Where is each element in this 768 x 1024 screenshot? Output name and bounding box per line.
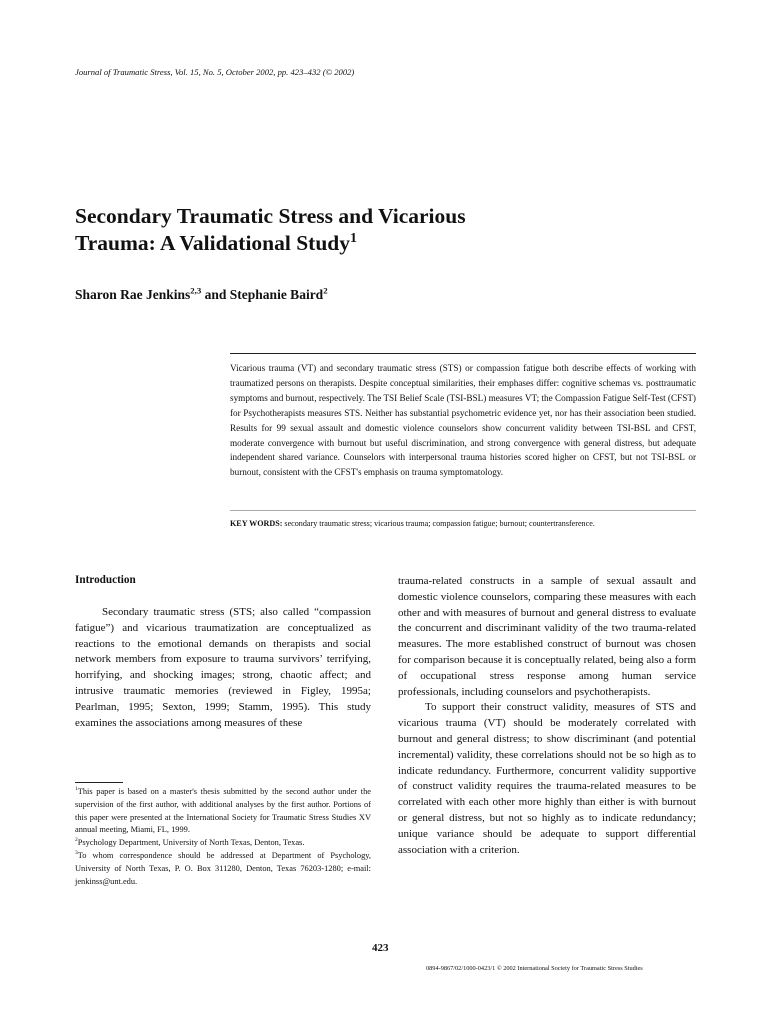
footnote-rule <box>75 782 123 783</box>
abstract: Vicarious trauma (VT) and secondary traumatic stress (STS) or compassion fatigue both describe effects of working with traumatized persons on therapists. Despite conceptual similarities, their emphases differ: cognitive schemas vs. posttraumatic symptoms and burnout, respectively. The TSI Belief Scale (TSI-BSL) measures VT; the Compassion Fatigue Self-Test (CFST) for Psychotherapists measures STS. Neither has substantial psychometric evidence yet, nor has their association been studied. Results for 99 sexual assault and domestic violence counselors show concurrent validity between TSI-BSL and CFST, moderate convergence with burnout but useful discrimination, and strong convergence with general distress, but adequate independent shared variance. Counselors with interpersonal trauma histories scored higher on CFST, but not TSI-BSL or burnout, consistent with the CFST's emphasis on trauma symptomatology. <box>230 363 696 478</box>
footnote-3 <box>75 850 371 888</box>
footnote-1-text: This paper is based on a master's thesis submitted by the second author under the supervision of the first author, with additional analyses by the first author. Portions of this paper were presented at the International Society for Traumatic Stress Studies XV annual meeting, Miami, FL, 1999. <box>75 787 371 835</box>
title-line-1: Secondary Traumatic Stress and Vicarious <box>75 204 466 228</box>
author-1: Sharon Rae Jenkins <box>75 287 191 302</box>
body-right-column <box>398 574 696 858</box>
journal-citation: Journal of Traumatic Stress, Vol. 15, No. 5, October 2002, pp. 423–432 (© 2002) <box>75 67 355 77</box>
right-paragraph-1: trauma-related constructs in a sample of sexual assault and domestic violence counselors, comparing these measures with each other and with measures of burnout and general distress to evaluate the concurrent and discriminant validity of the two trauma-related measures. The more established construct of burnout was chosen for comparison because it is conceptually related, being also a form of occupational stress response among human service professionals, including counselors and psychotherapists. <box>398 575 696 698</box>
footnote-2-text: Psychology Department, University of North Texas, Denton, Texas. <box>77 838 305 848</box>
keywords <box>230 517 696 531</box>
author-conjunction: and <box>201 287 230 302</box>
copyright-line: 0894-9867/02/1000-0423/1 © 2002 International Society for Traumatic Stress Studies <box>426 965 643 972</box>
page-number: 423 <box>372 942 389 954</box>
title-line-2-text: Trauma: A Validational Study <box>75 231 351 255</box>
author-list <box>75 287 328 303</box>
footnote-2-mark: 2 <box>75 837 78 844</box>
right-paragraph-2: To support their construct validity, measures of STS and vicarious trauma (VT) should be moderately correlated with burnout and general distress; to show discriminant (and potential incremental) validity, these correlations should not be so high as to indicate redundancy. Furthermore, concurrent validity supportive of construct validity requires the trauma-related measures to be correlated with each other more highly than either is with burnout or general distress, but not so highly as to indicate redundancy; unique variance should be adequate to support differential association with a criterion. <box>398 701 696 856</box>
abstract-top-rule <box>230 353 696 354</box>
author-2: Stephanie Baird <box>229 287 324 302</box>
author-2-affiliation-mark: 2 <box>323 285 328 296</box>
footnote-3-text: To whom correspondence should be addressed at Department of Psychology, University of North Texas, P. O. Box 311280, Denton, Texas 76203-1280; e-mail: jenkinss@unt.edu. <box>75 850 371 886</box>
footnotes <box>75 786 371 888</box>
footnote-3-mark: 3 <box>75 850 78 857</box>
section-heading-introduction: Introduction <box>75 574 136 586</box>
footnote-1-mark: 1 <box>75 786 78 793</box>
footnote-1 <box>75 786 371 837</box>
body-left-column: Secondary traumatic stress (STS; also called “compassion fatigue”) and vicarious traumatization are conceptualized as reactions to the emotional demands on therapists and social network members from exposure to trauma survivors’ terrifying, horrifying, and shocking images; strong, chaotic affect; and intrusive traumatic memories (reviewed in Figley, 1995a; Pearlman, 1995; Sexton, 1999; Stamm, 1995). This study examines the associations among measures of these <box>75 606 371 729</box>
author-1-affiliation-mark: 2,3 <box>190 285 202 296</box>
keywords-label: KEY WORDS: <box>230 519 283 528</box>
title-footnote-mark: 1 <box>350 230 357 246</box>
keywords-list: secondary traumatic stress; vicarious trauma; compassion fatigue; burnout; countertransference. <box>282 519 595 528</box>
title-line-2 <box>75 230 555 257</box>
keywords-rule <box>230 510 696 511</box>
footnote-2 <box>75 837 371 850</box>
article-title <box>75 203 555 257</box>
